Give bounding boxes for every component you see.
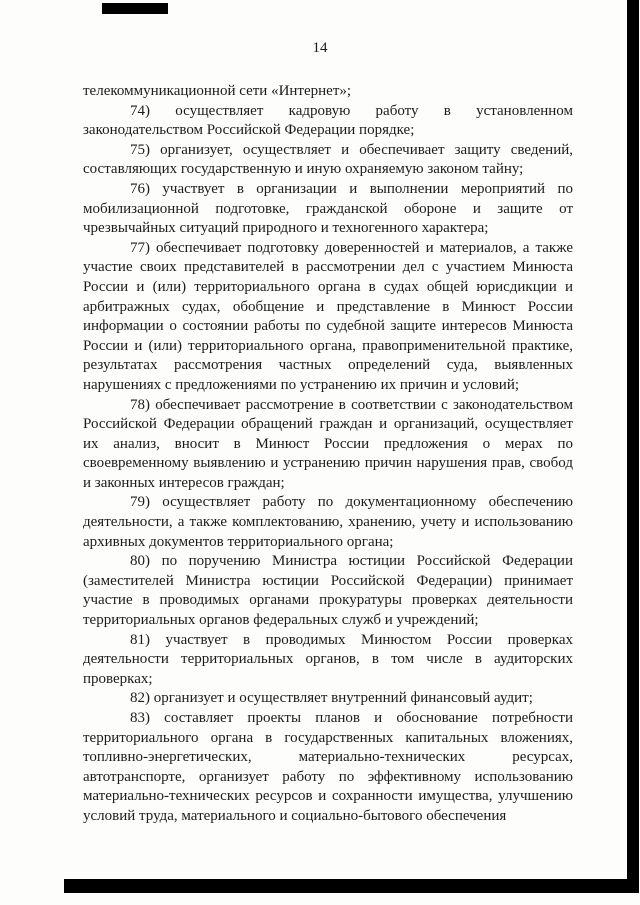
paragraph: 79) осуществляет работу по документационному обеспечению деятельности, а также комплектованию, хранению, учету и использованию архивных документов территориального органа; bbox=[83, 494, 573, 550]
scan-artifact-top bbox=[102, 3, 168, 14]
paragraph: 77) обеспечивает подготовку доверенностей и материалов, а также участие своих представителей в рассмотрении дел с участием Минюста России и (или) территориального органа в судах общей юрисдикции и арбитражных судах, обобщение и представление в Минюст России информации о состоянии работы по судебной защите интересов Минюста России и (или) территориального органа, правоприменительной практике, результатах рассмотрения частных определений суда, выявленных нарушениях с предложениями по устранению их причин и условий; bbox=[83, 239, 573, 393]
paragraph: 82) организует и осуществляет внутренний финансовый аудит; bbox=[130, 690, 533, 707]
paragraph: 83) составляет проекты планов и обоснование потребности территориального органа в государственных капитальных вложениях, топливно-энергетических, материально-технических ресурсах, автотранспорте, организует работу по эффективному использованию материально-технических ресурсов и сохранности имущества, улучшению условий труда, материального и социально-бытового обеспечения bbox=[83, 710, 573, 824]
paragraph: 76) участвует в организации и выполнении мероприятий по мобилизационной подготовке, гражданской обороне и защите от чрезвычайных ситуаций природного и техногенного характера; bbox=[83, 180, 573, 237]
paragraph: 78) обеспечивает рассмотрение в соответствии с законодательством Российской Федерации обращений граждан и организаций, осуществляет их анализ, вносит в Минюст России предложения о мерах по своевременному выявлению и устранению причин нарушения прав, свобод и законных интересов граждан; bbox=[83, 396, 573, 491]
document-content bbox=[83, 82, 573, 827]
paragraph: 81) участвует в проводимых Минюстом России проверках деятельности территориальных органов, в том числе в аудиторских проверках; bbox=[83, 631, 573, 687]
paragraph: 74) осуществляет кадровую работу в установленном законодательством Российской Федерации порядке; bbox=[83, 102, 573, 139]
page-number: 14 bbox=[312, 40, 328, 56]
paragraph: 75) организует, осуществляет и обеспечивает защиту сведений, составляющих государственную и иную охраняемую законом тайну; bbox=[83, 141, 573, 178]
paragraph: 80) по поручению Министра юстиции Российской Федерации (заместителей Министра юстиции Российской Федерации) принимает участие в проводимых органами прокуратуры проверках деятельности территориальных органов федеральных служб и учреждений; bbox=[83, 553, 573, 629]
scan-artifact-bottom bbox=[64, 879, 639, 893]
scan-artifact-right bbox=[627, 0, 639, 893]
paragraph: телекоммуникационной сети «Интернет»; bbox=[83, 83, 352, 99]
